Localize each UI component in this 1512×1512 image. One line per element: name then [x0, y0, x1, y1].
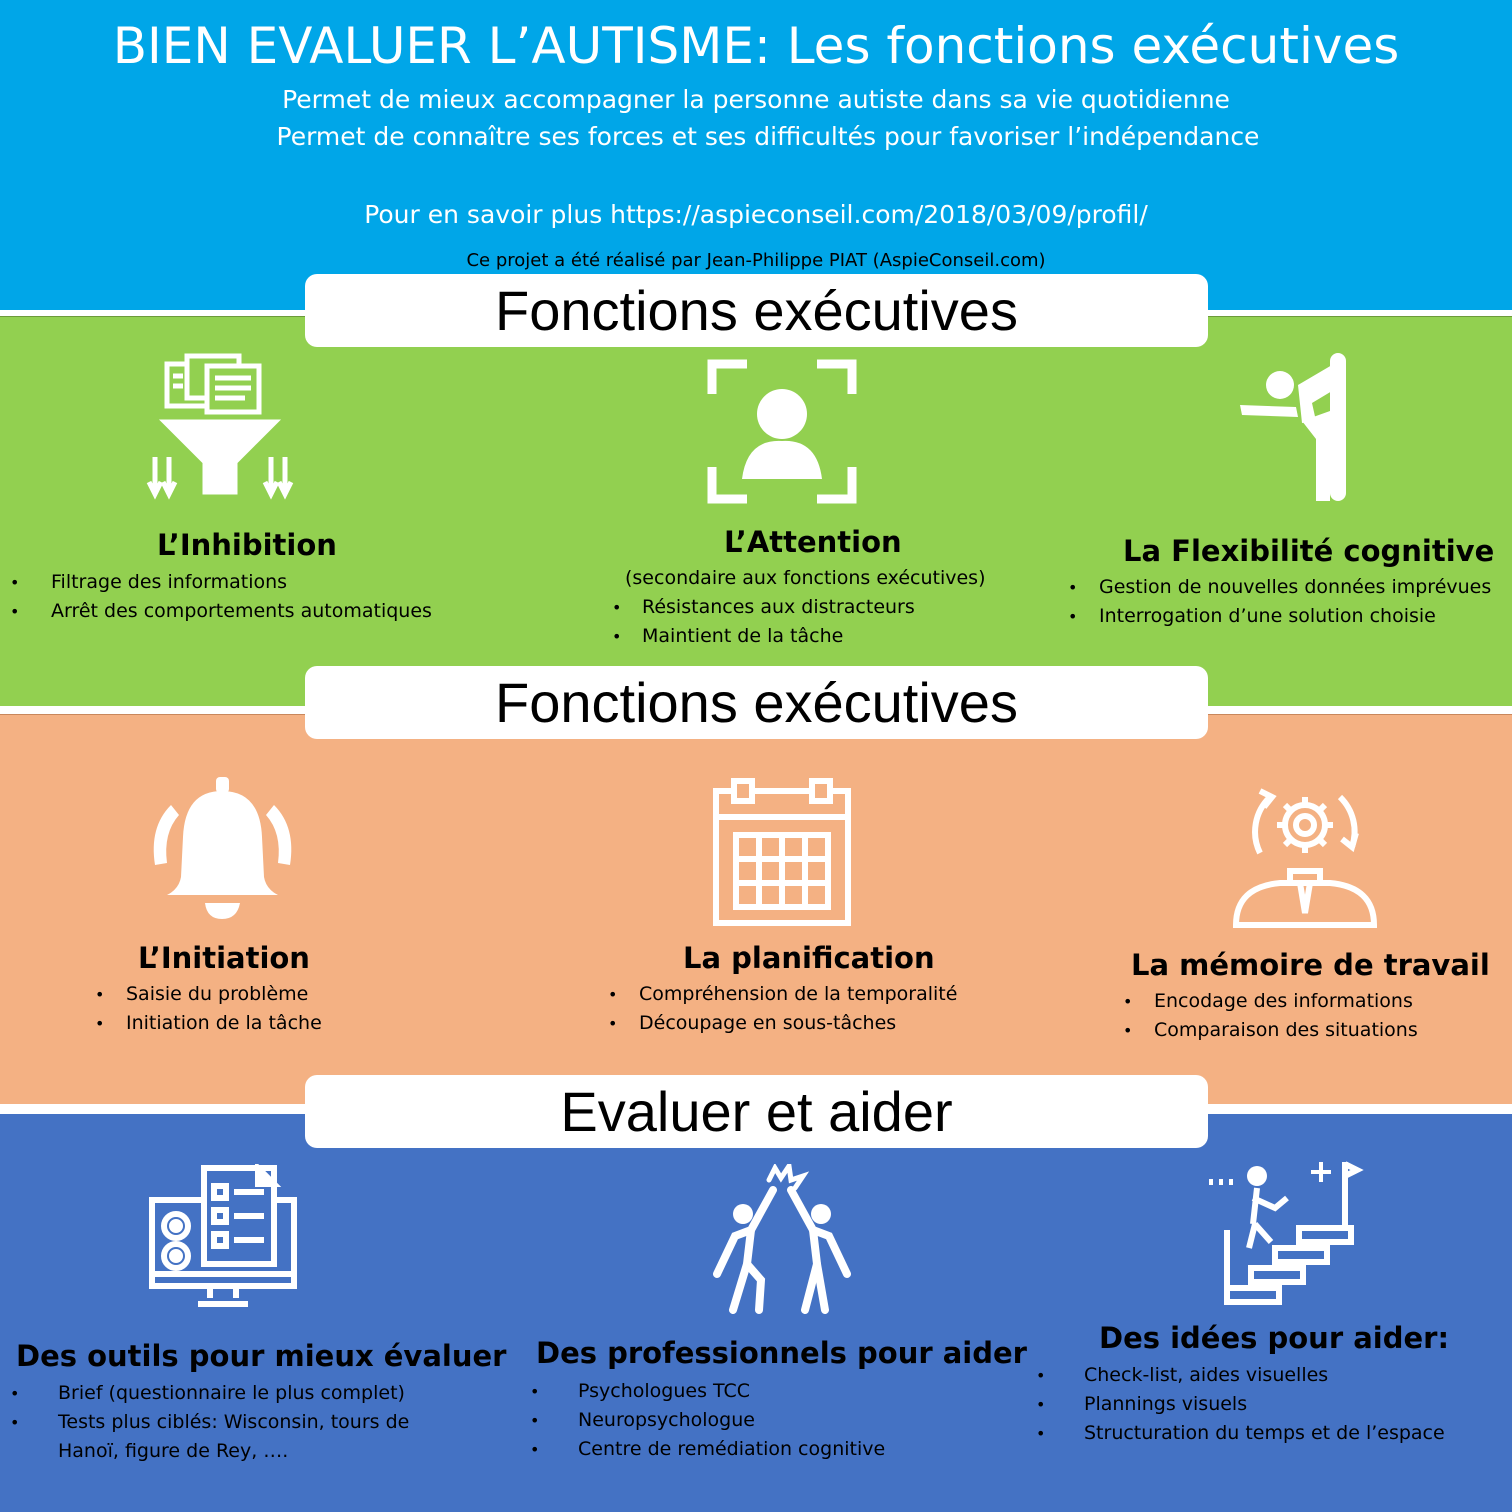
outils-title: Des outils pour mieux évaluer — [16, 1339, 507, 1373]
high-five-icon — [707, 1164, 857, 1314]
list-item: • Arrêt des comportements automatiques — [10, 600, 432, 622]
page-title: BIEN EVALUER L’AUTISME: Les fonctions exécutives — [112, 17, 1400, 75]
memoire-list — [1123, 987, 1418, 1045]
banner-evaluer: Evaluer et aider — [305, 1075, 1208, 1148]
subtitle-line-2: Permet de connaître ses forces et ses difficultés pour favoriser l’indépendance — [276, 122, 1260, 151]
planification-list — [608, 980, 957, 1038]
banner-fonctions-1: Fonctions exécutives — [305, 274, 1208, 347]
list-item: • Plannings visuels — [1036, 1393, 1248, 1415]
flexibilite-list — [1068, 573, 1491, 631]
memoire-title: La mémoire de travail — [1131, 948, 1490, 982]
credit-line: Ce projet a été réalisé par Jean-Philippe PIAT (AspieConseil.com) — [466, 250, 1046, 271]
idees-title: Des idées pour aider: — [1099, 1321, 1450, 1355]
list-item: • Centre de remédiation cognitive — [530, 1438, 886, 1460]
list-item: • Découpage en sous-tâches — [608, 1012, 897, 1034]
funnel-documents-icon — [145, 352, 295, 502]
list-item: • Filtrage des informations — [10, 571, 288, 593]
pros-list — [530, 1377, 885, 1464]
list-item: • Saisie du problème — [95, 983, 309, 1005]
list-item: • Structuration du temps et de l’espace — [1036, 1422, 1445, 1444]
list-item: • Comparaison des situations — [1123, 1019, 1418, 1041]
subtitle-line-1: Permet de mieux accompagner la personne autiste dans sa vie quotidienne — [282, 85, 1230, 114]
bell-icon — [145, 777, 300, 927]
list-item: • Compréhension de la temporalité — [608, 983, 958, 1005]
focus-person-icon — [707, 359, 857, 504]
attention-note: (secondaire aux fonctions exécutives) — [625, 567, 986, 589]
outils-list — [10, 1379, 409, 1466]
planification-title: La planification — [683, 941, 935, 975]
list-item: • Check-list, aides visuelles — [1036, 1364, 1329, 1386]
list-item: • Interrogation d’une solution choisie — [1068, 605, 1436, 627]
list-item: • Encodage des informations — [1123, 990, 1413, 1012]
initiation-title: L’Initiation — [138, 941, 310, 975]
attention-list — [612, 593, 915, 651]
stairs-goal-icon — [1205, 1158, 1365, 1308]
more-info-link[interactable]: Pour en savoir plus https://aspieconseil.com/2018/03/09/profil/ — [364, 200, 1148, 229]
calendar-icon — [712, 777, 852, 927]
list-item: • Initiation de la tâche — [95, 1012, 322, 1034]
flexibilite-title: La Flexibilité cognitive — [1123, 534, 1495, 568]
idees-list — [1036, 1361, 1445, 1448]
inhibition-title: L’Inhibition — [157, 528, 337, 562]
attention-title: L’Attention — [724, 525, 902, 559]
list-item: • Tests plus ciblés: Wisconsin, tours de — [10, 1411, 410, 1433]
list-item: • Neuropsychologue — [530, 1409, 755, 1431]
pros-title: Des professionnels pour aider — [536, 1336, 1027, 1370]
stretching-person-icon — [1232, 351, 1352, 501]
list-item: • Maintient de la tâche — [612, 625, 844, 647]
banner-fonctions-2: Fonctions exécutives — [305, 666, 1208, 739]
list-item: • Brief (questionnaire le plus complet) — [10, 1382, 405, 1404]
blue-section — [0, 1114, 1512, 1512]
checklist-monitor-icon — [148, 1164, 298, 1314]
header-band — [0, 0, 1512, 310]
inhibition-list — [10, 568, 432, 626]
green-section — [0, 316, 1512, 706]
list-item: • Psychologues TCC — [530, 1380, 751, 1402]
gear-head-person-icon — [1230, 783, 1380, 933]
orange-section — [0, 714, 1512, 1104]
list-item: • Résistances aux distracteurs — [612, 596, 915, 618]
list-item: Hanoï, figure de Rey, …. — [58, 1440, 289, 1462]
list-item: • Gestion de nouvelles données imprévues — [1068, 576, 1492, 598]
initiation-list — [95, 980, 322, 1038]
